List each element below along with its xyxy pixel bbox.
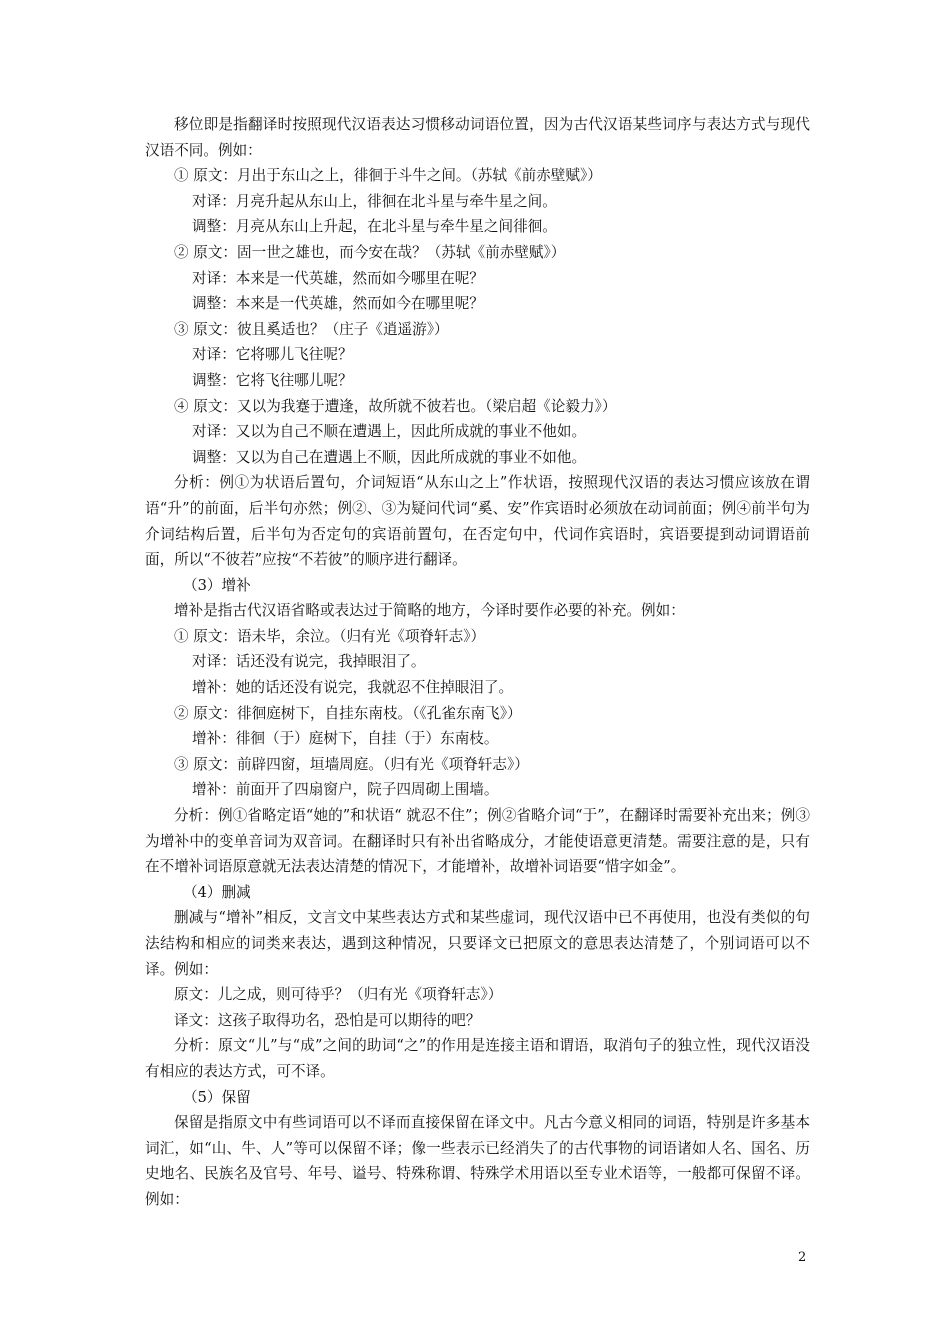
paragraph: 分析：原文“儿”与“成”之间的助词“之”的作用是连接主语和谓语，取消句子的独立性，现代汉语没有相应的表达方式，可不译。: [145, 1037, 810, 1080]
example-line: 对译：它将哪儿飞往呢？: [192, 346, 353, 364]
example-line: 原文：儿之成，则可待乎？（归有光《项脊轩志》）: [174, 986, 503, 1004]
example-line: 对译：又以为自己不顺在遭遇上，因此所成就的事业不他如。: [192, 423, 587, 441]
example-line: ② 原文：固一世之雄也，而今安在哉？（苏轼《前赤壁赋》）: [174, 243, 566, 261]
example-line: 调整：又以为自己在遭遇上不顺，因此所成就的事业不如他。: [192, 448, 587, 466]
paragraph: 保留是指原文中有些词语可以不译而直接保留在译文中。凡古今意义相同的词语，特别是许多基本词汇，如“山、牛、人”等可以保留不译；像一些表示已经消失了的古代事物的词语诸如人名、国名、历史地名、民族名及官号、年号、谥号、特殊称谓、特殊学术用语以至专业术语等，一般都可保留不译。例如：: [145, 1114, 810, 1208]
example-line: 调整：本来是一代英雄，然而如今在哪里呢？: [192, 295, 484, 313]
example-line: ① 原文：月出于东山之上，徘徊于斗牛之间。（苏轼《前赤壁赋》）: [174, 167, 602, 185]
example-line: 对译：月亮升起从东山上，徘徊在北斗星与牵牛星之间。: [192, 192, 557, 210]
example-line: ④ 原文：又以为我蹇于遭逢，故所就不彼若也。（梁启超《论毅力》）: [174, 397, 617, 415]
example-line: 增补：前面开了四扇窗户，院子四周砌上围墙。: [192, 781, 499, 799]
document-body: [145, 112, 810, 1213]
example-line: 对译：本来是一代英雄，然而如今哪里在呢？: [192, 269, 484, 287]
example-line: 增补：徘徊（于）庭树下，自挂（于）东南枝。: [192, 730, 499, 748]
paragraph: 增补是指古代汉语省略或表达过于简略的地方，今译时要作必要的补充。例如：: [174, 602, 685, 620]
example-line: 对译：话还没有说完，我掉眼泪了。: [192, 653, 426, 671]
example-line: ① 原文：语未毕，余泣。（归有光《项脊轩志》）: [174, 627, 486, 645]
paragraph: 分析：例①为状语后置句，介词短语“从东山之上”作状语，按照现代汉语的表达习惯应该放在谓语“升”的前面，后半句亦然；例②、③为疑问代词“奚、安”作宾语时必须放在动词前面；例④前半句为介词结构后置，后半句为否定句的宾语前置句，在否定句中，代词作宾语时，宾语要提到动词谓语前面，所以“不彼若”应按“不若彼”的顺序进行翻译。: [145, 474, 810, 569]
example-line: ③ 原文：前辟四窗，垣墙周庭。（归有光《项脊轩志》）: [174, 755, 529, 773]
page-number: 2: [798, 1250, 807, 1265]
paragraph: 分析：例①省略定语“她的”和状语“ 就忍不住”；例②省略介词“于”，在翻译时需要补充出来；例③为增补中的变单音词为双音词。在翻译时只有补出省略成分，才能使语意更清楚。需要注意的是，只有在不增补词语原意就无法表达清楚的情况下，才能增补，故增补词语要“惜字如金”。: [145, 807, 810, 876]
example-line: 增补：她的话还没有说完，我就忍不住掉眼泪了。: [192, 679, 514, 697]
paragraph: 删减与“增补”相反，文言文中某些表达方式和某些虚词，现代汉语中已不再使用，也没有类似的句法结构和相应的词类来表达，遇到这种情况，只要译文已把原文的意思表达清楚了，个别词语可以不译。例如：: [145, 909, 810, 978]
example-line: 调整：月亮从东山上升起，在北斗星与牵牛星之间徘徊。: [192, 218, 557, 236]
example-line: 译文：这孩子取得功名，恐怕是可以期待的吧？: [174, 1011, 481, 1029]
example-line: ② 原文：徘徊庭树下，自挂东南枝。（《孔雀东南飞》）: [174, 704, 522, 722]
section-heading: （5）保留: [183, 1088, 251, 1106]
example-line: ③ 原文：彼且奚适也？（庄子《逍遥游》）: [174, 320, 449, 338]
section-heading: （4）删减: [183, 883, 251, 901]
section-heading: （3）增补: [183, 576, 251, 594]
example-line: 调整：它将飞往哪儿呢？: [192, 371, 353, 389]
paragraph: 移位即是指翻译时按照现代汉语表达习惯移动词语位置，因为古代汉语某些词序与表达方式与现代汉语不同。例如：: [145, 116, 810, 159]
